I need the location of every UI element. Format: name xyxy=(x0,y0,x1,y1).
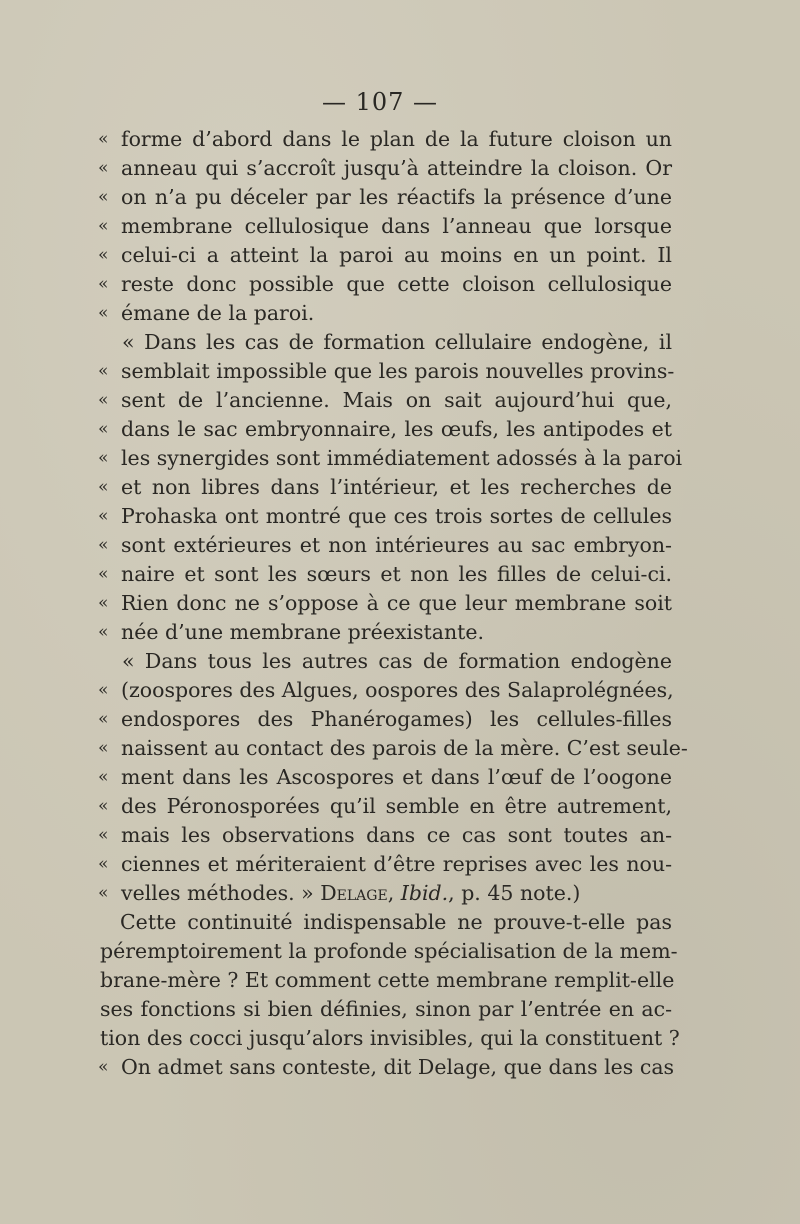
text-line: « mais les observations dans ce cas sont toutes an- xyxy=(100,821,672,850)
text-line: « semblait impossible que les parois nouvelles provins- xyxy=(100,357,672,386)
paragraph-line: Cette continuité indispensable ne prouve-t-elle pas xyxy=(120,910,672,934)
text-line: « Prohaska ont montré que ces trois sortes de cellules xyxy=(100,502,672,531)
quote-mark: « xyxy=(98,448,109,468)
text-line: « On admet sans conteste, dit Delage, que dans les cas xyxy=(100,1053,672,1082)
quote-mark: « xyxy=(98,158,109,178)
quote-mark: « xyxy=(98,535,109,555)
quote-mark: « xyxy=(98,564,109,584)
text-line: « anneau qui s’accroît jusqu’à atteindre la cloison. Or xyxy=(100,154,672,183)
text-line: « Dans tous les autres cas de formation endogène xyxy=(122,649,672,673)
text-line: « on n’a pu déceler par les réactifs la présence d’une xyxy=(100,183,672,212)
text-line: « Rien donc ne s’oppose à ce que leur membrane soit xyxy=(100,589,672,618)
quote-mark: « xyxy=(98,477,109,497)
text-line: « (zoospores des Algues, oospores des Salaprolégnées, xyxy=(100,676,672,705)
text-line: « membrane cellulosique dans l’anneau que lorsque xyxy=(100,212,672,241)
citation-line: « velles méthodes. » Delage, Ibid., p. 45 note.) xyxy=(100,879,672,908)
quote-mark: « xyxy=(98,796,109,816)
quote-mark: « xyxy=(98,622,109,642)
quote-mark: « xyxy=(98,593,109,613)
paragraph-line: brane-mère ? Et comment cette membrane remplit-elle xyxy=(100,968,675,992)
quote-mark: « xyxy=(98,709,109,729)
author-name: Delage xyxy=(320,881,388,905)
quote-mark: « xyxy=(98,767,109,787)
text-line: « des Péronosporées qu’il semble en être autrement, xyxy=(100,792,672,821)
text-line: « celui-ci a atteint la paroi au moins en un point. Il xyxy=(100,241,672,270)
paragraph-line: tion des cocci jusqu’alors invisibles, qui la constituent ? xyxy=(100,1026,680,1050)
text-line: « dans le sac embryonnaire, les œufs, les antipodes et xyxy=(100,415,672,444)
text-line: « reste donc possible que cette cloison cellulosique xyxy=(100,270,672,299)
text-line: « endospores des Phanérogames) les cellules-filles xyxy=(100,705,672,734)
page-number: — 107 — xyxy=(321,88,439,116)
quote-mark: « xyxy=(98,738,109,758)
text-line: « sent de l’ancienne. Mais on sait aujourd’hui que, xyxy=(100,386,672,415)
quote-mark: « xyxy=(98,303,109,323)
quote-mark: « xyxy=(98,129,109,149)
quote-mark: « xyxy=(98,274,109,294)
text-line: « les synergides sont immédiatement adossés à la paroi xyxy=(100,444,672,473)
quote-mark: « xyxy=(98,854,109,874)
text-line: « ciennes et mériteraient d’être reprises avec les nou- xyxy=(100,850,672,879)
quote-mark: « xyxy=(98,1057,109,1077)
text-line: « forme d’abord dans le plan de la future cloison un xyxy=(100,125,672,154)
ibid-reference: Ibid. xyxy=(400,881,449,905)
text-line: « ment dans les Ascospores et dans l’œuf de l’oogone xyxy=(100,763,672,792)
quote-mark: « xyxy=(98,825,109,845)
text-line: « née d’une membrane préexistante. xyxy=(100,618,672,647)
quote-mark: « xyxy=(98,883,109,903)
quote-mark: « xyxy=(98,361,109,381)
quote-mark: « xyxy=(98,506,109,526)
body-text xyxy=(98,125,688,1082)
quote-mark: « xyxy=(98,245,109,265)
quote-mark: « xyxy=(98,390,109,410)
quote-mark: « xyxy=(98,680,109,700)
paragraph-line: péremptoirement la profonde spécialisation de la mem- xyxy=(100,939,678,963)
text-line: « émane de la paroi. xyxy=(100,299,672,328)
text-line: « naissent au contact des parois de la mère. C’est seule- xyxy=(100,734,672,763)
text-line: « Dans les cas de formation cellulaire endogène, il xyxy=(122,330,672,354)
paragraph-line: ses fonctions si bien définies, sinon par l’entrée en ac- xyxy=(100,997,672,1021)
text-line: « sont extérieures et non intérieures au sac embryon- xyxy=(100,531,672,560)
quote-mark: « xyxy=(98,187,109,207)
quote-mark: « xyxy=(98,216,109,236)
quote-mark: « xyxy=(98,419,109,439)
text-line: « naire et sont les sœurs et non les filles de celui-ci. xyxy=(100,560,672,589)
text-line: « et non libres dans l’intérieur, et les recherches de xyxy=(100,473,672,502)
